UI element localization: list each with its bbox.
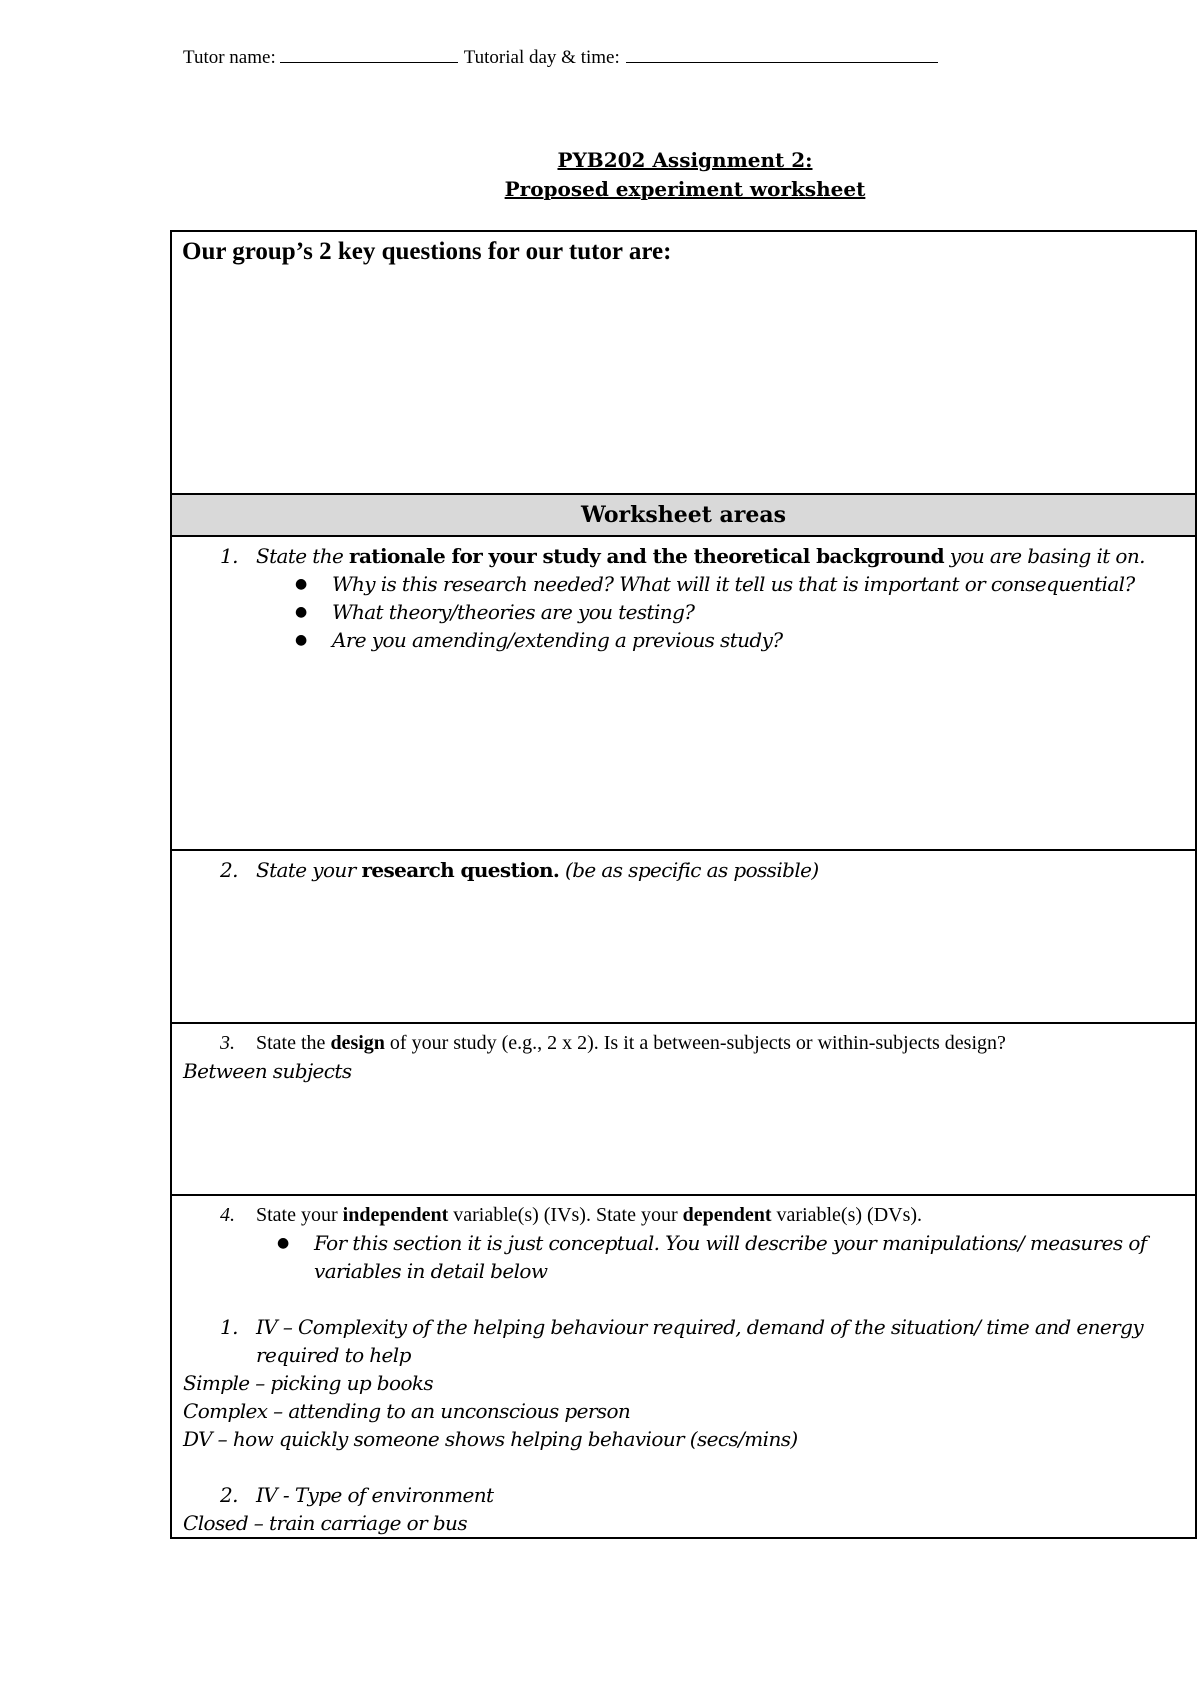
section-1-bullets bbox=[172, 570, 1195, 654]
document-title bbox=[0, 146, 1200, 204]
title-line-1: PYB202 Assignment 2: bbox=[557, 148, 813, 172]
section-design[interactable] bbox=[172, 1024, 1195, 1196]
section-2-number: 2. bbox=[220, 858, 238, 882]
section-rationale[interactable] bbox=[172, 537, 1195, 851]
tutorial-time-label: Tutorial day & time: bbox=[463, 47, 620, 68]
iv-1-detail: Complex – attending to an unconscious person bbox=[183, 1399, 631, 1423]
worksheet-table bbox=[170, 230, 1197, 1539]
section-1-prompt: 1. State the rationale for your study and the theoretical background you are basing it on. bbox=[220, 544, 1145, 568]
header-fields bbox=[183, 44, 938, 69]
tutorial-time-blank[interactable] bbox=[626, 44, 938, 63]
worksheet-areas-heading: Worksheet areas bbox=[580, 502, 787, 528]
iv-1-detail: Simple – picking up books bbox=[183, 1371, 434, 1395]
section-1-number: 1. bbox=[220, 544, 238, 568]
tutor-name-label: Tutor name: bbox=[183, 47, 276, 68]
section-3-answer: Between subjects bbox=[183, 1059, 352, 1083]
key-questions-cell[interactable] bbox=[172, 232, 1195, 495]
section-research-question[interactable] bbox=[172, 851, 1195, 1024]
list-item: ● For this section it is just conceptual. You will describe your manipulations/ measures of variables in detail below bbox=[314, 1229, 1195, 1285]
section-4-bullets bbox=[172, 1229, 1195, 1285]
list-item: ● Why is this research needed? What will it tell us that is important or consequential? bbox=[332, 570, 1195, 598]
iv-1-heading: 1. IV – Complexity of the helping behaviour required, demand of the situation/ time and energy required to help bbox=[220, 1315, 1144, 1367]
section-variables[interactable] bbox=[172, 1196, 1195, 1537]
iv-2-heading: 2. IV - Type of environment bbox=[220, 1483, 494, 1507]
dv-detail: DV – how quickly someone shows helping behaviour (secs/mins) bbox=[183, 1427, 798, 1451]
worksheet-areas-header bbox=[172, 495, 1195, 537]
iv-2-detail: Closed – train carriage or bus bbox=[183, 1511, 467, 1535]
section-3-prompt: 3. State the design of your study (e.g., 2 x 2). Is it a between-subjects or within-subjects design? bbox=[172, 1029, 1195, 1057]
section-2-prompt: 2. State your research question. (be as specific as possible) bbox=[220, 858, 819, 882]
section-4-number: 4. bbox=[220, 1204, 235, 1226]
section-3-number: 3. bbox=[220, 1032, 235, 1054]
key-questions-heading: Our group’s 2 key questions for our tutor are: bbox=[182, 238, 672, 265]
tutor-name-blank[interactable] bbox=[280, 44, 458, 63]
title-line-2: Proposed experiment worksheet bbox=[504, 177, 866, 201]
list-item: ● What theory/theories are you testing? bbox=[332, 598, 1195, 626]
list-item: ● Are you amending/extending a previous study? bbox=[332, 626, 1195, 654]
section-4-prompt: 4. State your independent variable(s) (IVs). State your dependent variable(s) (DVs). bbox=[172, 1201, 1195, 1229]
